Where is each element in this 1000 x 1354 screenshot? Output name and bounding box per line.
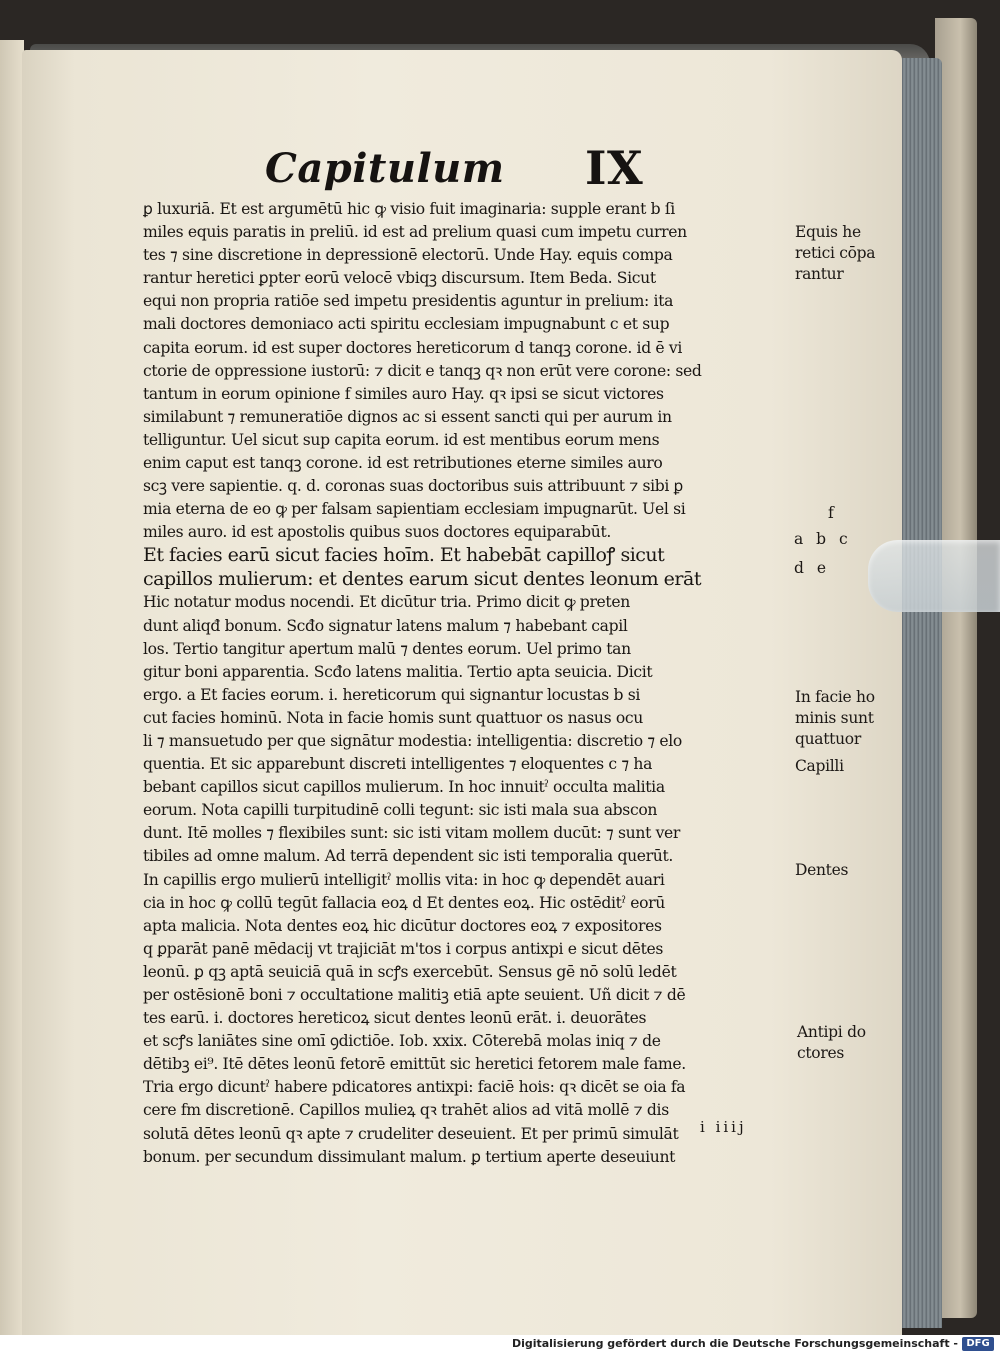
margin-line: retici cōpa xyxy=(795,244,876,262)
text-line: capita eorum. id est super doctores hereticorum d tanqꝫ corone. id ē vi xyxy=(143,338,683,357)
text-line: Hic notatur modus nocendi. Et dicūtur tria. Primo dicit ꝙ preten xyxy=(143,593,630,612)
margin-letters-de: d e xyxy=(794,559,831,577)
text-line: tibiles ad omne malum. Ad terrā dependent sic isti temporalia querūt. xyxy=(143,847,673,866)
margin-note-equis xyxy=(795,222,875,285)
text-line: cia in hoc ꝙ collū tegūt fallacia eoꝝ d Et dentes eoꝝ. Hic ostēditˀ eorū xyxy=(143,893,665,912)
margin-line: Equis he xyxy=(795,223,861,241)
margin-note-in-facie xyxy=(795,687,875,750)
text-line: enim caput est tanqꝫ corone. id est retributiones eterne similes auro xyxy=(143,454,663,473)
footer-bar xyxy=(0,1335,1000,1354)
text-line: quentia. Et sic apparebunt discreti intelligentes ⁊ eloquentes c ⁊ ha xyxy=(143,755,653,774)
text-line: rantur heretici ꝑpter eorū velocē vbiqꝫ discursum. Item Beda. Sicut xyxy=(143,269,656,288)
text-line: equi non propria ratiōe sed impetu presidentis aguntur in prelium: ita xyxy=(143,292,674,311)
dfg-logo-icon: DFG xyxy=(962,1337,994,1351)
margin-line: quattuor xyxy=(795,730,861,748)
lemma-line: capillos mulierum: et dentes earum sicut dentes leonum erāt xyxy=(143,567,701,590)
margin-letter-f: f xyxy=(828,504,834,522)
text-line: per ostēsionē boni ⁊ occultatione malitiꝫ etiā apte seuient. Uñ dicit ⁊ dē xyxy=(143,986,686,1004)
heading-number: IX xyxy=(585,141,644,195)
text-line: In capillis ergo mulierū intelligitˀ mollis vita: in hoc ꝙ dependēt auari xyxy=(143,870,665,889)
margin-letters-abc: a b c xyxy=(794,530,852,548)
text-line: tantum in eorum opinione f similes auro Hay. qꝛ ipsi se sicut victores xyxy=(143,384,664,403)
signature-mark: i iiij xyxy=(700,1118,747,1136)
text-line: scꝫ vere sapientie. q. d. coronas suas doctoribus suis attribuunt ⁊ sibi ꝑ xyxy=(143,477,683,496)
text-line: eorum. Nota capilli turpitudinē colli tegunt: sic isti mala sua abscon xyxy=(143,801,658,820)
text-line: leonū. ꝑ qꝫ aptā seuiciā quā in scꝭs exercebūt. Sensus gē nō solū ledēt xyxy=(143,962,677,981)
text-line: telliguntur. Uel sicut sup capita eorum. id est mentibus eorum mens xyxy=(143,430,660,449)
text-line: mali doctores demoniaco acti spiritu ecclesiam impugnabunt c et sup xyxy=(143,315,670,334)
text-line: gitur boni apparentia. Scđo latens malitia. Tertio apta seuicia. Dicit xyxy=(143,662,653,681)
text-line: q ꝑparāt panē mēdacij vt trajiciāt m'tos i corpus antixpi e sicut dētes xyxy=(143,939,664,958)
text-line: li ⁊ mansuetudo per que signātur modestia: intelligentia: discretio ⁊ elo xyxy=(143,731,682,750)
text-line: dunt. Itē molles ⁊ flexibiles sunt: sic isti vitam mollem ducūt: ⁊ sunt ver xyxy=(143,824,681,843)
facing-page-edge xyxy=(0,40,24,1340)
margin-note-dentes: Dentes xyxy=(795,861,849,879)
text-line: cere fm discretionē. Capillos mulieꝝ qꝛ trahēt alios ad vitā mollē ⁊ dis xyxy=(143,1101,669,1120)
text-line: Tria ergo dicuntˀ habere pdicatores antixpi: faciē hois: qꝛ dicēt se oia fa xyxy=(143,1078,686,1097)
text-line: tes earū. i. doctores hereticoꝝ sicut dentes leonū erāt. i. deuorātes xyxy=(143,1009,647,1028)
text-line: mia eterna de eo ꝙ per falsam sapientiam ecclesiam impugnarūt. Uel si xyxy=(143,500,686,519)
lemma-line: Et facies earū sicut facies hoīm. Et habebāt capilloꝭ sicut xyxy=(143,544,665,567)
text-line: ꝑ luxuriā. Et est argumētū hic ꝙ visio fuit imaginaria: supple erant b ſi xyxy=(143,200,675,218)
margin-line: ctores xyxy=(797,1044,844,1062)
margin-line: rantur xyxy=(795,265,844,283)
funding-credit: Digitalisierung gefördert durch die Deutsche Forschungsgemeinschaft - xyxy=(511,1337,958,1350)
text-line: apta malicia. Nota dentes eoꝝ hic dicūtur doctores eoꝝ ⁊ expositores xyxy=(143,916,662,935)
text-line: dētibꝫ ei⁹. Itē dētes leonū fetorē emittūt sic heretici fetorem male fame. xyxy=(143,1055,686,1074)
text-line: similabunt ⁊ remuneratiōe dignos ac si essent sancti qui per aurum in xyxy=(143,407,672,426)
margin-line: In facie ho xyxy=(795,688,875,706)
text-line: tes ⁊ sine discretione in depressionē electorū. Unde Hay. equis compa xyxy=(143,246,673,265)
text-line: cut facies hominū. Nota in facie homis sunt quattuor os nasus ocu xyxy=(143,708,643,727)
margin-line: Antipi do xyxy=(797,1023,866,1041)
text-line: ctorie de oppressione iustorū: ⁊ dicit e tanqꝫ qꝛ non erūt vere corone: sed xyxy=(143,361,702,380)
main-text-block xyxy=(143,198,788,1169)
heading-word: Capitulum xyxy=(265,145,505,192)
margin-note-capilli: Capilli xyxy=(795,757,844,775)
text-line: et scꝭs laniātes sine omī ꝯdictiōe. Iob. xxix. Cōterebā molas iniq ⁊ de xyxy=(143,1032,661,1051)
margin-note-antipi xyxy=(797,1022,866,1064)
text-line: solutā dētes leonū qꝛ apte ⁊ crudeliter deseuient. Et per primū simulāt xyxy=(143,1124,679,1143)
chapter-heading xyxy=(265,141,665,205)
text-line: bebant capillos sicut capillos mulierum. In hoc innuitˀ occulta malitia xyxy=(143,778,665,797)
text-line: los. Tertio tangitur apertum malū ⁊ dentes eorum. Uel primo tan xyxy=(143,639,631,658)
text-line: miles auro. id est apostolis quibus suos doctores equiparabūt. xyxy=(143,523,612,542)
text-line: miles equis paratis in preliū. id est ad prelium quasi cum impetu curren xyxy=(143,223,687,242)
margin-line: minis sunt xyxy=(795,709,874,727)
bookmark-ribbon xyxy=(868,540,1000,612)
text-line: ergo. a Et facies eorum. i. hereticorum qui signantur locustas b si xyxy=(143,685,641,704)
text-line: bonum. per secundum dissimulant malum. ꝑ tertium aperte deseuiunt xyxy=(143,1147,676,1166)
text-line: dunt aliqđ bonum. Scđo signatur latens malum ⁊ habebant capil xyxy=(143,616,628,635)
